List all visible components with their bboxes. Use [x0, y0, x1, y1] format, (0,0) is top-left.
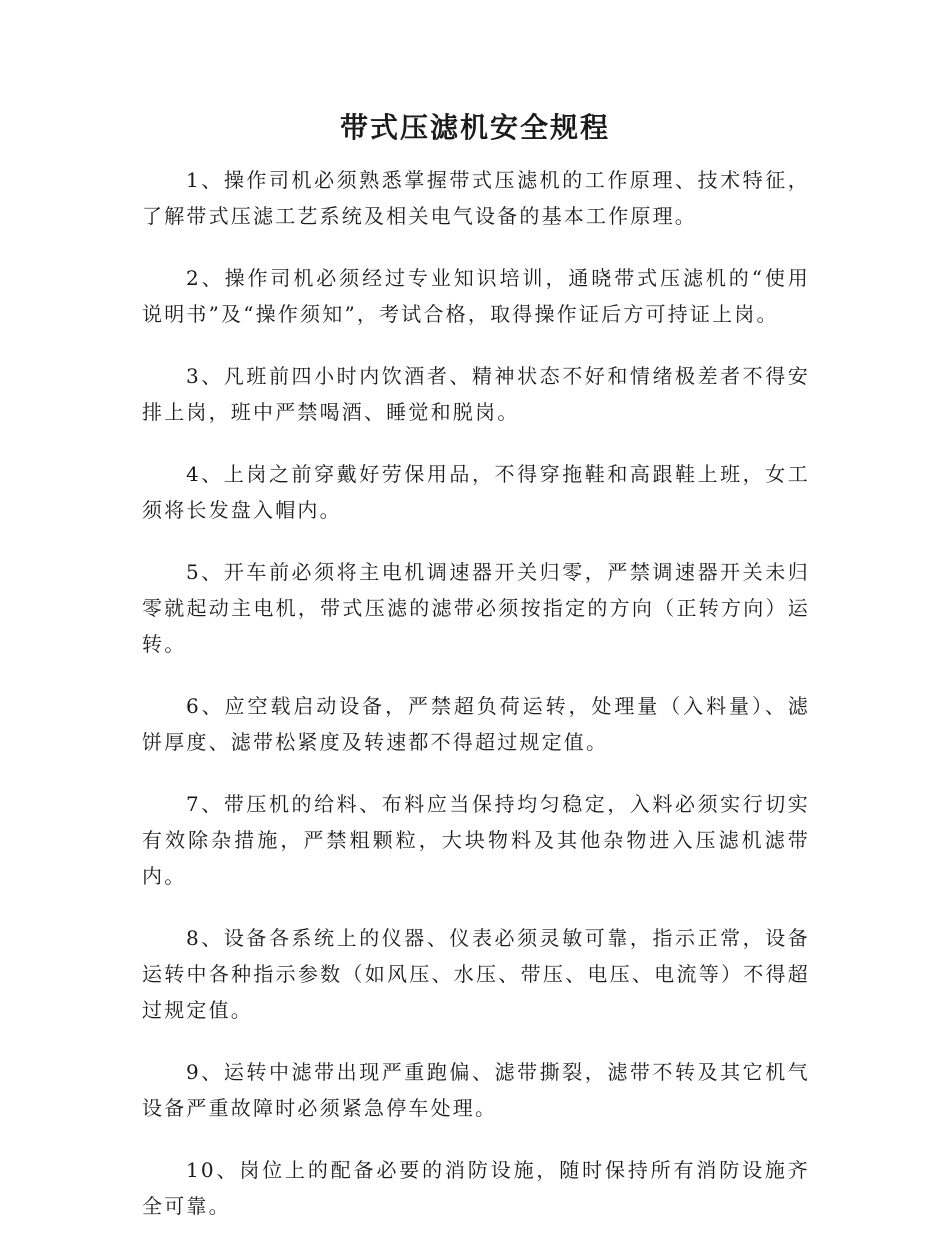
paragraph-10: 10、岗位上的配备必要的消防设施，随时保持所有消防设施齐全可靠。 — [142, 1158, 810, 1218]
document-body — [142, 162, 810, 1250]
paragraph-3: 3、凡班前四小时内饮酒者、精神状态不好和情绪极差者不得安排上岗，班中严禁喝酒、睡觉和脱岗。 — [142, 364, 810, 424]
paragraph-8: 8、设备各系统上的仪器、仪表必须灵敏可靠，指示正常，设备运转中各种指示参数（如风压、水压、带压、电压、电流等）不得超过规定值。 — [142, 926, 810, 1022]
document-title: 带式压滤机安全规程 — [339, 111, 610, 144]
paragraph-7: 7、带压机的给料、布料应当保持均匀稳定，入料必须实行切实有效除杂措施，严禁粗颗粒，大块物料及其他杂物进入压滤机滤带内。 — [142, 792, 810, 888]
paragraph-6: 6、应空载启动设备，严禁超负荷运转，处理量（入料量）、滤饼厚度、滤带松紧度及转速都不得超过规定值。 — [142, 694, 810, 754]
paragraph-1: 1、操作司机必须熟悉掌握带式压滤机的工作原理、技术特征，了解带式压滤工艺系统及相关电气设备的基本工作原理。 — [142, 168, 810, 228]
paragraph-2: 2、操作司机必须经过专业知识培训，通晓带式压滤机的“使用说明书”及“操作须知”，考试合格，取得操作证后方可持证上岗。 — [142, 266, 810, 326]
paragraph-4: 4、上岗之前穿戴好劳保用品，不得穿拖鞋和高跟鞋上班，女工须将长发盘入帽内。 — [142, 462, 810, 522]
paragraph-5: 5、开车前必须将主电机调速器开关归零，严禁调速器开关未归零就起动主电机，带式压滤的滤带必须按指定的方向（正转方向）运转。 — [142, 560, 810, 656]
paragraph-9: 9、运转中滤带出现严重跑偏、滤带撕裂，滤带不转及其它机气设备严重故障时必须紧急停车处理。 — [142, 1060, 810, 1120]
